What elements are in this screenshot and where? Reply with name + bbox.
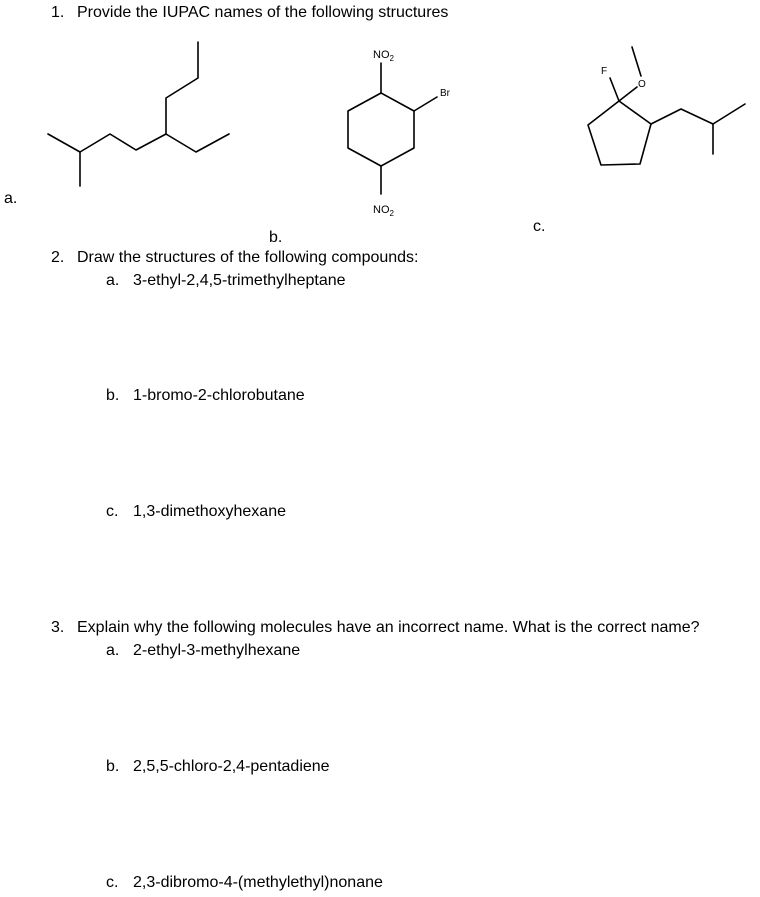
question-2a-name: 3-ethyl-2,4,5-trimethylheptane: [133, 272, 346, 289]
question-1-text: Provide the IUPAC names of the following structures: [77, 4, 449, 21]
structure-b: [348, 49, 451, 218]
question-1-structures: [0, 0, 760, 240]
structure-b-top-no2: $NO_2$: [373, 49, 394, 63]
structure-c-o-label: O: [638, 79, 646, 90]
structure-b-label: b.: [269, 229, 283, 246]
question-2b-name: 1-bromo-2-chlorobutane: [133, 387, 305, 404]
structure-c-methoxy-bond: [632, 47, 641, 76]
question-2-number: 2.: [51, 249, 65, 266]
structure-b-br-label: Br: [440, 88, 450, 99]
structure-c-o-bond: [619, 87, 637, 101]
structure-c-isobutyl-chain: [651, 104, 745, 124]
question-3c-letter: c.: [106, 874, 119, 891]
structure-a: [48, 42, 229, 186]
question-3a-letter: a.: [106, 642, 120, 659]
structure-c-f-bond: [610, 78, 619, 101]
question-1-number: 1.: [51, 4, 65, 21]
question-2-text: Draw the structures of the following compounds:: [77, 249, 419, 266]
structure-b-ring: [348, 93, 414, 166]
structure-c-label: c.: [533, 218, 546, 235]
structure-a-label: a.: [4, 190, 18, 207]
question-3-text: Explain why the following molecules have an incorrect name. What is the correct name?: [77, 619, 700, 636]
structure-b-bottom-no2: $NO_2$: [373, 204, 394, 218]
question-3b-letter: b.: [106, 758, 120, 775]
question-2b-letter: b.: [106, 387, 120, 404]
question-3c-name: 2,3-dibromo-4-(methylethyl)nonane: [133, 874, 383, 891]
question-2c-letter: c.: [106, 503, 119, 520]
structure-a-main-chain: [48, 134, 229, 152]
question-2c-name: 1,3-dimethoxyhexane: [133, 503, 286, 520]
structure-a-side-chain: [166, 42, 198, 134]
question-2a-letter: a.: [106, 272, 120, 289]
structure-c-ring: [588, 101, 651, 165]
question-3b-name: 2,5,5-chloro-2,4-pentadiene: [133, 758, 330, 775]
structure-b-br-bond: [414, 97, 437, 111]
question-3a-name: 2-ethyl-3-methylhexane: [133, 642, 301, 659]
structure-c: [588, 47, 745, 165]
question-3-number: 3.: [51, 619, 65, 636]
structure-c-f-label: F: [601, 66, 608, 77]
